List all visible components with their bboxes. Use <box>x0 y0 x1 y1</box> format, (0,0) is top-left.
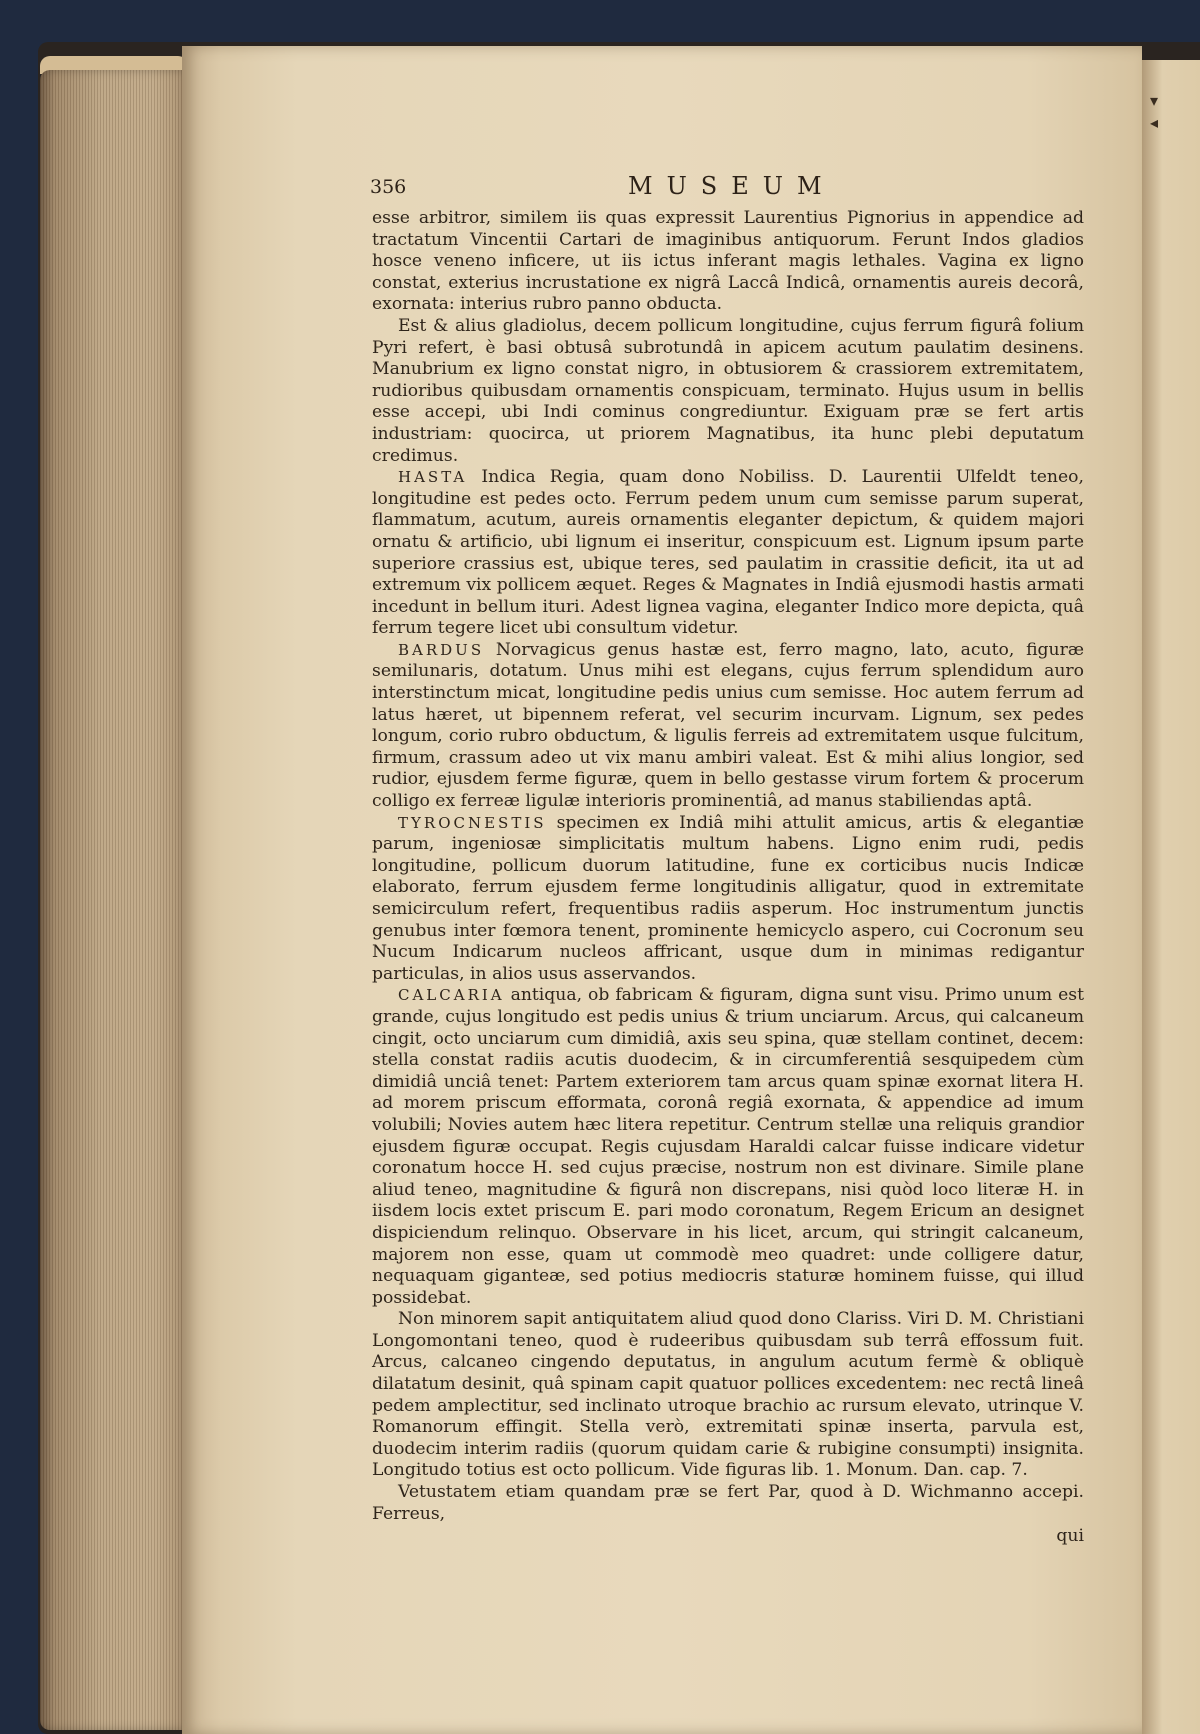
small-caps-lead: TYROCNESTIS <box>398 813 547 832</box>
paragraph: TYROCNESTIS specimen ex Indiâ mihi attulit amicus, artis & elegantiæ parum, ingeniosæ simplicitatis multum habens. Ligno enim rudi, pedis longitudine, pollicum duorum latitudine, fune ex corticibus nucis Indicæ elaborato, ferrum ejusdem ferme longitudinis alligatur, quod in extremitate semicirculum refert, frequentibus radiis asperum. Hoc instrumentum junctis genubus inter fœmora tenent, prominente hemicyclo aspero, cui Cocronum seu Nucum Indicarum nucleos affricant, usque dum in minimas redigantur particulas, in alios usus asservandos. <box>372 812 1084 984</box>
page-title: MUSEUM <box>628 172 836 200</box>
paragraph: HASTA Indica Regia, quam dono Nobiliss. D. Laurentii Ulfeldt teneo, longitudine est pedes octo. Ferrum pedem unum cum semisse parum superat, flammatum, acutum, aureis ornamentis eleganter depictum, & quidem majori ornatu & artificio, ubi lignum ei inseritur, conspicuum est. Lignum ipsum parte superiore crassius est, ubique teres, sed paulatim in crassitie deficit, ita ut ad extremum vix pollicem æquet. Reges & Magnates in Indiâ ejusmodi hastis armati incedunt in bellum ituri. Adest lignea vagina, eleganter Indico more depicta, quâ ferrum tegere licet ubi consultum videtur. <box>372 467 1084 639</box>
catchword: qui <box>1056 1526 1084 1547</box>
paragraph: Est & alius gladiolus, decem pollicum longitudine, cujus ferrum figurâ folium Pyri refert, è basi obtusâ subrotundâ in apicem acutum paulatim desinens. Manubrium ex ligno constat nigro, in obtusiorem & crassiorem extremitatem, rudioribus quibusdam ornamentis conspicuam, terminato. Hujus usum in bellis esse accepi, ubi Indi cominus congrediuntur. Exiguam præ se fert artis industriam: quocirca, ut priorem Magnatibus, ita hunc plebi deputatum credimus. <box>372 315 1084 466</box>
running-head <box>370 172 1090 206</box>
small-caps-lead: CALCARIA <box>398 986 505 1005</box>
paragraph: Vetustatem etiam quandam præ se fert Par, quod à D. Wichmanno accepi. Ferreus, <box>372 1482 1084 1524</box>
paragraph: Non minorem sapit antiquitatem aliud quod dono Clariss. Viri D. M. Christiani Longomontani teneo, quod è rudeeribus quibusdam sub terrâ effossum fuit. Arcus, calcaneo cingendo deputatus, in angulum acutum fermè & obliquè dilatatum desinit, quâ spinam capit quatuor pollices excedentem: nec rectâ lineâ pedem amplectitur, sed inclinato utroque brachio ac rursum elevato, utrinque V. Romanorum effingit. Stella verò, extremitati spinæ inserta, parvula est, duodecim interim radiis (quorum quidam carie & rubigine consumpti) insignita. Longitudo totius est octo pollicum. Vide figuras lib. 1. Monum. Dan. cap. 7. <box>372 1309 1084 1481</box>
paragraph: CALCARIA antiqua, ob fabricam & figuram, digna sunt visu. Primo unum est grande, cujus longitudo est pedis unius & trium unciarum. Arcus, qui calcaneum cingit, octo unciarum cum dimidiâ, axis seu spina, quæ stellam continet, decem: stella constat radiis acutis duodecim, & in circumferentiâ sesquipedem cùm dimidiâ unciâ tenet: Partem exteriorem tam arcus quam spinæ exornat litera H. ad morem priscum efformata, coronâ regiâ exornata, & appendice ad imum volubili; Novies autem hæc litera repetitur. Centrum stellæ una reliquis grandior ejusdem figuræ occupat. Regis cujusdam Haraldi calcar fuisse indicare videtur coronatum hocce H. sed cujus præcise, nostrum non est divinare. Simile plane aliud teneo, magnitudine & figurâ non discrepans, nisi quòd loco literæ H. in iisdem locis extet priscum E. pari modo coronatum, Regem Ericum an designet dispiciendum relinquo. Observare in his licet, arcum, qui stringit calcaneum, majorem non esse, quam ut commodè meo quadret: unde colligere datur, nequaquam giganteæ, sed potius mediocris staturæ hominem fuisse, qui illud possidebat. <box>372 985 1084 1308</box>
facing-page-edge <box>1142 60 1200 1734</box>
paragraph: BARDUS Norvagicus genus hastæ est, ferro magno, lato, acuto, figuræ semilunaris, dotatum. Unus mihi est elegans, cujus ferrum splendidum auro interstinctum micat, longitudine pedis unius cum semisse. Hoc autem ferrum ad latus hæret, ut bipennem referat, vel securim incurvam. Lignum, sex pedes longum, corio rubro obductum, & ligulis ferreis ad extremitatem usque fulcitum, firmum, crassum adeo ut vix manu ambiri valeat. Est & mihi alius longior, sed rudior, ejusdem ferme figuræ, quem in bello gestasse virum fortem & procerum colligo ex ferreæ ligulæ interioris prominentiâ, ad manus stabiliendas aptâ. <box>372 639 1084 812</box>
small-caps-lead: BARDUS <box>398 640 485 659</box>
small-caps-lead: HASTA <box>398 468 468 487</box>
body-text <box>372 208 1084 1548</box>
paragraph: esse arbitror, similem iis quas expressit Laurentius Pignorius in appendice ad tractatum Vincentii Cartari de imaginibus antiquorum. Ferunt Indos gladios hosce veneno inficere, ut iis ictus inferant magis lethales. Vagina ex ligno constat, exterius incrustatione ex nigrâ Laccâ Indicâ, ornamentis aureis decorâ, exornata: interius rubro panno obducta. <box>372 208 1084 315</box>
page-number: 356 <box>370 176 407 198</box>
page-block-edge <box>40 70 190 1730</box>
facing-page-marks: ▾ ◂ <box>1150 91 1159 132</box>
